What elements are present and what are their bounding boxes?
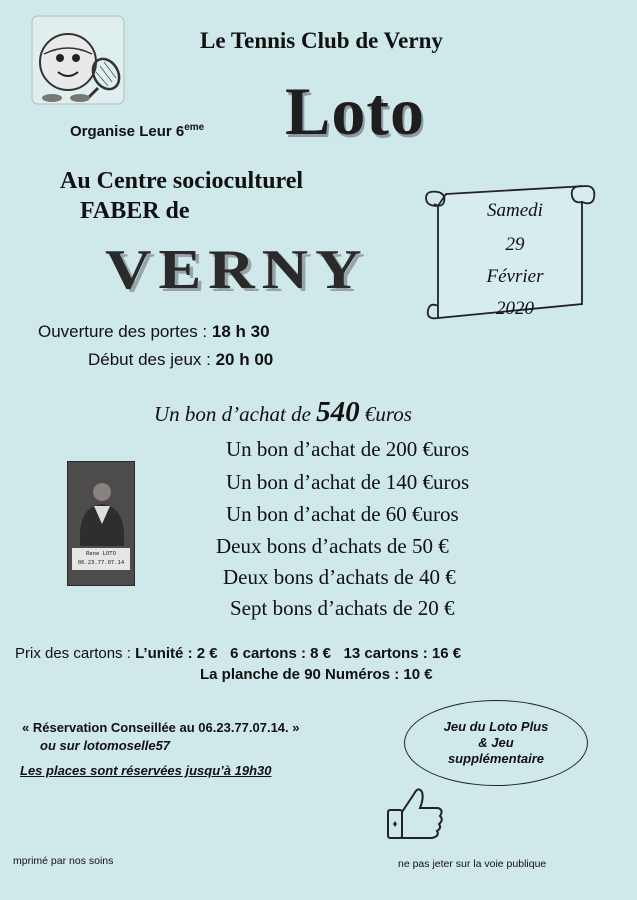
- doors-opening: [38, 322, 270, 342]
- games-time: 20 h 00: [215, 350, 274, 369]
- extra-games-line-1: Jeu du Loto Plus: [443, 718, 549, 734]
- organise-suffix: eme: [184, 122, 205, 133]
- cartons-thirteen: 13 cartons : 16 €: [343, 645, 462, 662]
- prize-item: Un bon d’achat de 200 €uros: [226, 437, 470, 461]
- date-day: Samedi: [487, 200, 543, 221]
- cartons-unit: L’unité : 2 €: [135, 645, 218, 662]
- cartons-planche: La planche de 90 Numéros : 10 €: [200, 666, 433, 683]
- footer-right: ne pas jeter sur la voie publique: [398, 858, 547, 870]
- date-year: 2020: [496, 298, 534, 319]
- reservation-deadline: Les places sont réservées jusqu’à 19h30: [20, 763, 272, 778]
- reservation-phone: « Réservation Conseillée au 06.23.77.07.14. »: [22, 720, 300, 735]
- photo-caption-2: 06.23.77.07.14: [77, 559, 125, 566]
- reservation-web: ou sur lotomoselle57: [40, 738, 171, 753]
- cartons-label: Prix des cartons :: [15, 645, 131, 662]
- organise-text: [70, 122, 204, 140]
- games-start: [88, 350, 273, 370]
- games-label: Début des jeux :: [88, 350, 211, 369]
- date-month: Février: [486, 266, 544, 287]
- thumbs-up-icon: [384, 784, 446, 844]
- cartons-planche-row: [200, 666, 433, 683]
- main-prize-prefix: Un bon d’achat de: [154, 402, 311, 426]
- organizer-photo: [67, 461, 135, 586]
- prize-item: Deux bons d’achats de 40 €: [223, 565, 456, 589]
- footer-left: mprimé par nos soins: [13, 855, 114, 867]
- extra-games-line-3: supplémentaire: [447, 751, 545, 767]
- club-title: Le Tennis Club de Verny: [200, 28, 443, 53]
- doors-time: 18 h 30: [211, 322, 270, 341]
- carton-prices: [15, 645, 461, 662]
- main-title: Loto: [285, 73, 425, 149]
- venue-town: VERNY: [105, 239, 369, 301]
- venue-line-2: FABER de: [80, 198, 190, 224]
- extra-games-line-2: & Jeu: [478, 734, 514, 750]
- prize-item: Un bon d’achat de 60 €uros: [226, 502, 459, 526]
- prize-item: Sept bons d’achats de 20 €: [230, 596, 455, 620]
- prize-item: Un bon d’achat de 140 €uros: [226, 470, 470, 494]
- organise-prefix: Organise Leur 6: [70, 123, 185, 140]
- main-prize-suffix: €uros: [364, 402, 412, 426]
- doors-label: Ouverture des portes :: [38, 322, 208, 341]
- cartons-six: 6 cartons : 8 €: [230, 645, 331, 662]
- photo-caption-1: Rene LOTO: [86, 551, 116, 557]
- extra-games-badge: [404, 700, 588, 786]
- date-number: 29: [505, 234, 525, 255]
- main-prize: [154, 396, 412, 429]
- main-prize-amount: 540: [316, 396, 360, 428]
- venue-line-1: Au Centre socioculturel: [60, 168, 304, 194]
- tennis-ball-mascot-icon: [30, 14, 126, 106]
- prize-item: Deux bons d’achats de 50 €: [216, 534, 449, 558]
